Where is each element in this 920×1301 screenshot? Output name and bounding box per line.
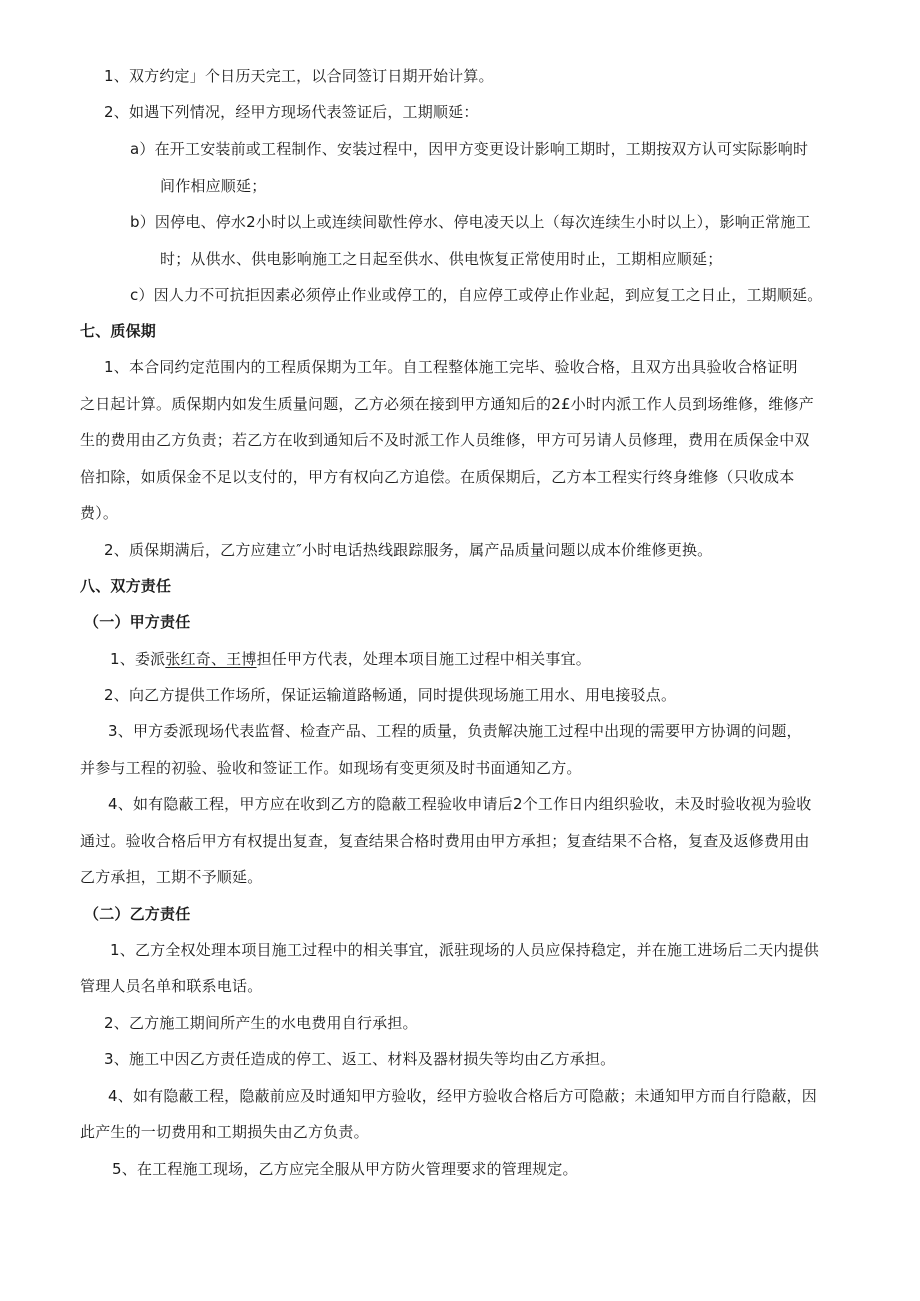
party-b-item-4-line-1: 4、如有隐蔽工程，隐蔽前应及时通知甲方验收，经甲方验收合格后方可隐蔽；未通知甲方而自行隐蔽，因 bbox=[108, 1087, 817, 1105]
party-a-item-4-line-3: 乙方承担，工期不予顺延。 bbox=[80, 868, 263, 886]
party-a-item-1-prefix: 1、委派 bbox=[110, 650, 166, 668]
party-b-item-3: 3、施工中因乙方责任造成的停工、返工、材料及器材损失等均由乙方承担。 bbox=[104, 1050, 616, 1068]
warranty-p1-line-3: 生的费用由乙方负责；若乙方在收到通知后不及时派工作人员维修，甲方可另请人员修理，费用在质保金中双 bbox=[80, 431, 810, 449]
party-a-item-4-line-2: 通过。验收合格后甲方有权提出复查，复查结果合格时费用由甲方承担；复查结果不合格，复查及返修费用由 bbox=[80, 832, 810, 850]
party-a-heading: （一）甲方责任 bbox=[84, 613, 191, 631]
party-b-item-2: 2、乙方施工期间所产生的水电费用自行承担。 bbox=[104, 1014, 418, 1032]
period-item-2: 2、如遇下列情况，经甲方现场代表签证后，工期顺延： bbox=[104, 103, 479, 121]
warranty-heading: 七、质保期 bbox=[80, 322, 157, 340]
party-a-item-3-line-1: 3、甲方委派现场代表监督、检查产品、工程的质量，负责解决施工过程中出现的需要甲方协调的问题， bbox=[108, 722, 802, 740]
warranty-p1-line-4: 倍扣除，如质保金不足以支付的，甲方有权向乙方追偿。在质保期后，乙方本工程实行终身维修（只收成本 bbox=[80, 468, 795, 486]
party-b-item-4-line-2: 此产生的一切费用和工期损失由乙方负责。 bbox=[80, 1123, 369, 1141]
warranty-p1-line-5: 费）。 bbox=[80, 504, 119, 522]
period-item-1: 1、双方约定」个日历天完工，以合同签订日期开始计算。 bbox=[104, 67, 494, 85]
period-case-b-line-2: 时；从供水、供电影响施工之日起至供水、供电恢复正常使用时止，工期相应顺延； bbox=[160, 250, 723, 268]
party-b-item-5: 5、在工程施工现场，乙方应完全服从甲方防火管理要求的管理规定。 bbox=[112, 1160, 578, 1178]
warranty-p1-line-1: 1、本合同约定范围内的工程质保期为工年。自工程整体施工完毕、验收合格，且双方出具验收合格证明 bbox=[104, 358, 798, 376]
period-case-b-line-1: b）因停电、停水2小时以上或连续间歇性停水、停电凌天以上（每次连续生小时以上），影响正常施工 bbox=[130, 213, 811, 231]
party-a-item-2: 2、向乙方提供工作场所，保证运输道路畅通，同时提供现场施工用水、用电接驳点。 bbox=[104, 686, 677, 704]
party-b-heading: （二）乙方责任 bbox=[84, 905, 191, 923]
period-case-a-line-1: a）在开工安装前或工程制作、安装过程中，因甲方变更设计影响工期时，工期按双方认可实际影响时 bbox=[130, 140, 809, 158]
warranty-p1-line-2: 之日起计算。质保期内如发生质量问题，乙方必须在接到甲方通知后的2£小时内派工作人员到场维修，维修产 bbox=[80, 395, 814, 413]
party-a-item-3-line-2: 并参与工程的初验、验收和签证工作。如现场有变更须及时书面通知乙方。 bbox=[80, 759, 582, 777]
party-b-item-1-line-1: 1、乙方全权处理本项目施工过程中的相关事宜，派驻现场的人员应保持稳定，并在施工进场后二天内提供 bbox=[110, 941, 819, 959]
party-a-representative-names: 张红奇、王博 bbox=[165, 650, 257, 668]
party-a-item-1-suffix: 担任甲方代表，处理本项目施工过程中相关事宜。 bbox=[256, 650, 591, 668]
warranty-p2-line-1: 2、质保期满后，乙方应建立″小时电话热线跟踪服务，属产品质量问题以成本价维修更换。 bbox=[104, 541, 713, 559]
period-case-c-line-1: c）因人力不可抗拒因素必须停止作业或停工的，自应停工或停止作业起，到应复工之日止，工期顺延。 bbox=[130, 286, 823, 304]
party-b-item-1-line-2: 管理人员名单和联系电话。 bbox=[80, 977, 263, 995]
period-case-a-line-2: 间作相应顺延； bbox=[160, 177, 267, 195]
responsibilities-heading: 八、双方责任 bbox=[80, 577, 172, 595]
party-a-item-1 bbox=[110, 649, 591, 669]
party-a-item-4-line-1: 4、如有隐蔽工程，甲方应在收到乙方的隐蔽工程验收申请后2个工作日内组织验收，未及时验收视为验收 bbox=[108, 795, 812, 813]
